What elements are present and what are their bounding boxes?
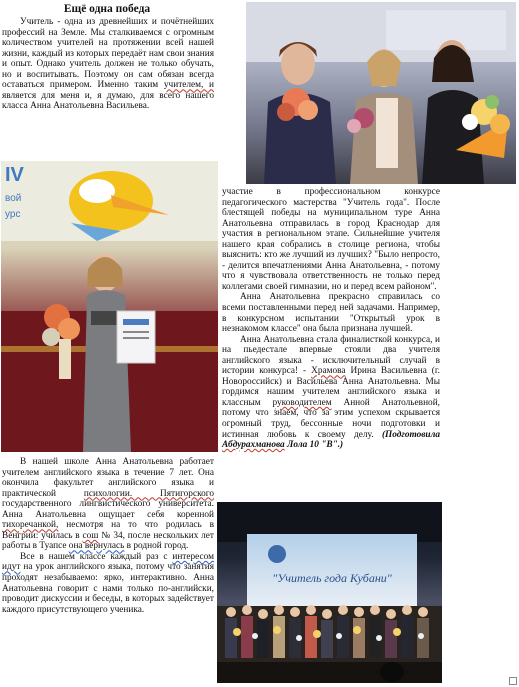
photo-teacher-with-diploma [1, 161, 218, 452]
bio-text-c: государственного лингвистического университета. Анна Анатольевна ощущает себя коренной [2, 499, 214, 520]
bio-text-b: психологии. Пятигорского [83, 488, 214, 499]
lessons-text-c: на урок английского языка, потому что занятия проходят незабываемо: ярко, интерактивно. Анна Анатольевна говорит с нами только по-английски, проводит дискуссии и беседы, в которых задействует каждого присутствующего ученика. [2, 562, 215, 615]
stage-banner-text: "Учитель года Кубани" [272, 571, 392, 585]
finalist-text-c: Ирина Васильевна (г. Новороссийск) и Васильева Анна Анатольевна. Мы гордимся нашим учителем английского языка и классным [222, 366, 440, 408]
photo-teacher-illustration [1, 161, 218, 452]
lessons-text-b: интересом идут [2, 551, 214, 573]
contest-column [222, 187, 440, 451]
photo-three-teachers-illustration [246, 2, 516, 184]
finalist-text-a: Анна Анатольевна стала финалисткой конкурса, и на пьедестале впервые стояли два учителя английского языка - исключительный случай в истории конкурса! - [222, 334, 440, 377]
bio-text-f: сош [82, 530, 99, 541]
svg-text:урс: урс [5, 209, 21, 220]
bio-text-h: она вернулась [68, 541, 125, 552]
credit-a: (Подготовила [381, 429, 440, 440]
bio-text-d: тихоречанкой, [2, 520, 59, 531]
photo-three-teachers-with-flowers [246, 2, 516, 184]
intro-text-underlined: учителем, и [163, 80, 215, 91]
contest-paragraph-1: участие в профессиональном конкурсе педагогического мастерства "Учитель года". После блестящей победы на муниципальном туре Анна Анатольевна отправилась в город Краснодар для участия в региональном этапе. Сильнейшие учителя нашего края собрались в столице региона, чтобы выяснить: кто же лучший из лучших? "Было непросто, - делится впечатлениями Анна Анатольевна, - потому что я чувствовала ответственность не только перед коллегами своей гимназии, но и перед всем районом". [222, 187, 440, 292]
contest-paragraph-2: Анна Анатольевна прекрасно справилась со всеми поставленными перед ней задачами. Например, в конкурсном испытании "Открытый урок в незнакомом классе" она была признана лучшей. [222, 292, 440, 335]
svg-text:вой: вой [5, 193, 22, 204]
credit-c: Лола 10 "В".) [287, 440, 344, 451]
contest-paragraph-3 [222, 335, 440, 451]
photo-contest-stage [217, 502, 442, 683]
bio-text-e: несмотря на то что родилась в Венгрии: училась в [2, 520, 214, 541]
biography-column [2, 457, 214, 615]
svg-text:IV: IV [5, 164, 24, 186]
intro-text-end: является для меня и, я думаю, для всего нашего класса Анна Анатольевна Васильева. [2, 90, 214, 112]
bio-text-g: № 34, после нескольких лет работы в Туапсе [2, 530, 214, 552]
intro-text: Учитель - одна из древнейших и почётнейших профессий на Земле. Мы сталкиваемся с огромным количеством учителей на протяжении всей нашей жизни, каждый из которых передаёт нам свои знания и опыт. Однако учитель должен не только обучать, но и воспитывать. Поэтому он сам обязан всегда оставаться примером. Именно таким [2, 17, 214, 91]
lessons-text-a: Все в нашем классе каждый раз с [20, 551, 168, 562]
article-title: Ещё одна победа [63, 3, 151, 15]
bio-text-i: в родной город. [126, 541, 189, 552]
intro-column [2, 17, 214, 112]
finalist-text-e: Анной Анатольевной, потому что знаем, что за этим успехом скрывается огромный труд, бессонные ночи подготовки и истинная любовь к своему делу. [222, 397, 440, 440]
finalist-text-d: руководителем [272, 397, 332, 408]
bio-text-a: В нашей школе Анна Анатольевна работает учителем английского языка в течение 7 лет. Она окончила факультет английского языка и практической [2, 457, 214, 499]
credit-b: Абдурахманова [222, 440, 285, 451]
photo-stage-illustration [217, 502, 442, 683]
finalist-text-b: Храмова [311, 366, 346, 377]
lessons-paragraph [2, 552, 214, 615]
resize-handle[interactable] [509, 677, 517, 685]
intro-paragraph [2, 17, 214, 112]
biography-paragraph [2, 457, 214, 552]
